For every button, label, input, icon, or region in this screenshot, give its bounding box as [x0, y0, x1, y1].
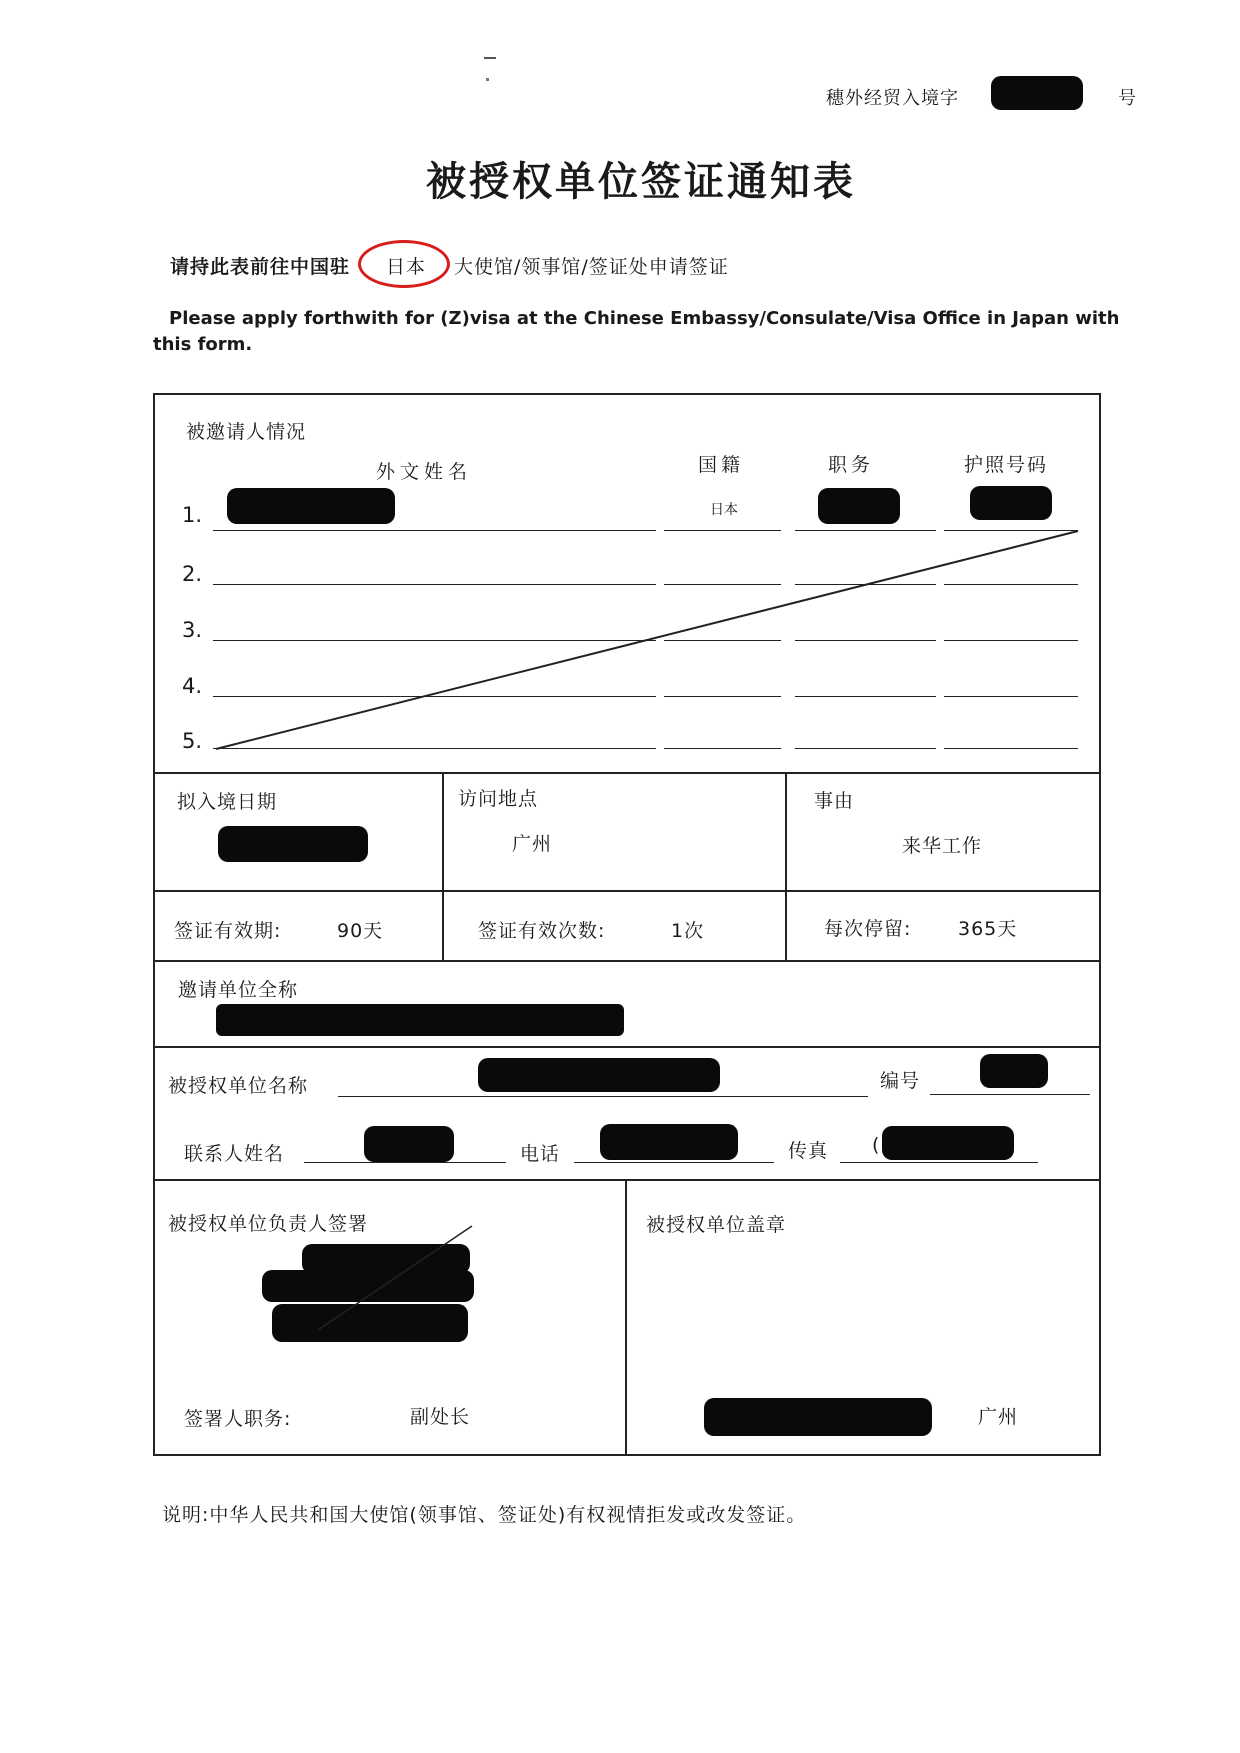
instruction-cn-suffix: 大使馆/领事馆/签证处申请签证 — [454, 256, 729, 278]
visit-reason-value: 来华工作 — [902, 835, 983, 857]
reference-prefix: 穗外经贸入境字 — [826, 88, 959, 109]
visa-validity-label: 签证有效期: — [174, 920, 282, 942]
visa-validity-value: 90天 — [337, 920, 384, 942]
instruction-cn-country: 日本 — [386, 256, 427, 278]
visa-entries-label: 签证有效次数: — [478, 920, 606, 942]
invitee-row-number: 5. — [182, 729, 203, 753]
reference-suffix: 号 — [1118, 88, 1137, 109]
invitee-row-number: 3. — [182, 618, 203, 642]
scan-speck — [486, 78, 489, 81]
invitee-row-number: 2. — [182, 562, 203, 586]
invitees-section-label: 被邀请人情况 — [186, 421, 307, 443]
phone-label: 电话 — [520, 1143, 561, 1165]
contact-name-label: 联系人姓名 — [184, 1143, 285, 1165]
signatory-title-label: 签署人职务: — [184, 1408, 292, 1430]
seal-name-redaction — [704, 1398, 932, 1436]
authorized-unit-name-label: 被授权单位名称 — [168, 1075, 309, 1097]
invitee-nationality: 日本 — [710, 502, 738, 518]
page-title: 被授权单位签证通知表 — [426, 159, 856, 205]
visit-place-label: 访问地点 — [458, 788, 539, 810]
column-header-name: 外文姓名 — [376, 461, 473, 483]
column-header-passport: 护照号码 — [964, 454, 1049, 476]
signatory-title-value: 副处长 — [410, 1406, 471, 1428]
entry-date-label: 拟入境日期 — [177, 791, 278, 813]
fax-prefix: ( — [872, 1134, 881, 1156]
visit-reason-label: 事由 — [814, 790, 855, 812]
instruction-en-line1: Please apply forthwith for (Z)visa at the Chinese Embassy/Consulate/Visa Office in Japan with — [169, 308, 1120, 329]
instruction-en-line2: this form. — [153, 334, 253, 355]
inviter-full-name-label: 邀请单位全称 — [178, 979, 299, 1001]
visit-place-value: 广州 — [512, 833, 553, 855]
seal-label: 被授权单位盖章 — [646, 1214, 787, 1236]
stay-duration-label: 每次停留: — [824, 918, 912, 940]
visa-entries-value: 1次 — [671, 920, 705, 942]
authorized-unit-code-label: 编号 — [880, 1070, 921, 1092]
scan-speck — [484, 57, 496, 59]
invitee-row-number: 4. — [182, 674, 203, 698]
seal-city: 广州 — [978, 1406, 1019, 1428]
column-header-position: 职务 — [828, 454, 875, 476]
stay-duration-value: 365天 — [958, 918, 1018, 940]
signatory-label: 被授权单位负责人签署 — [168, 1213, 369, 1235]
footer-note: 说明:中华人民共和国大使馆(领事馆、签证处)有权视情拒发或改发签证。 — [162, 1504, 807, 1526]
column-header-nationality: 国籍 — [698, 454, 745, 476]
invitee-row-number: 1. — [182, 503, 203, 527]
instruction-cn-prefix: 请持此表前往中国驻 — [170, 256, 351, 278]
fax-label: 传真 — [788, 1140, 829, 1162]
